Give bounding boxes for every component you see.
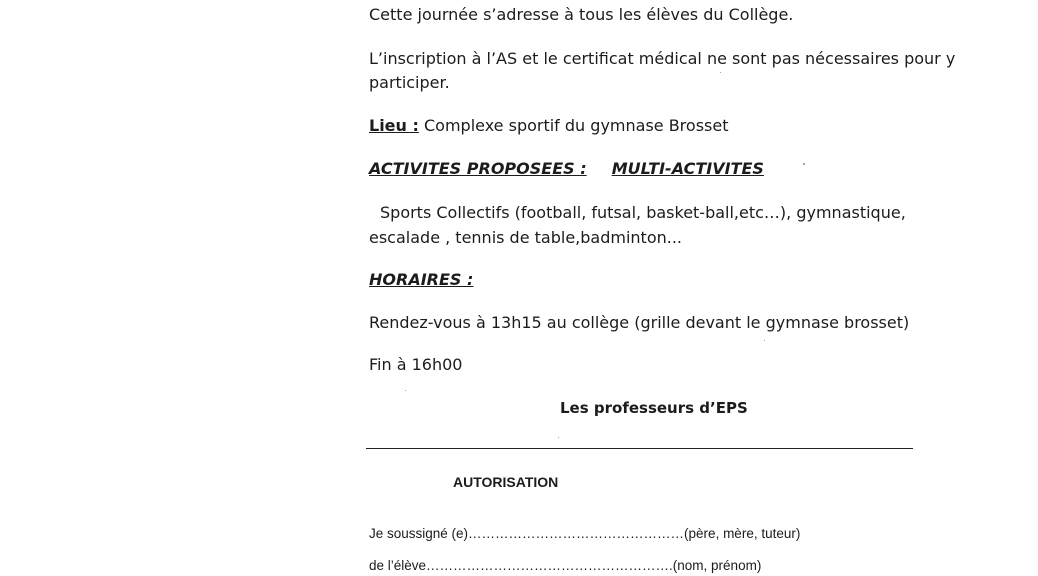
separator-rule	[366, 448, 913, 449]
horaires-label: HORAIRES :	[369, 270, 474, 289]
lieu-label: Lieu :	[369, 116, 419, 135]
activites-line-2: escalade , tennis de table,badminton...	[369, 228, 682, 247]
autorisation-line-1: Je soussigné (e)…………………………………………(père, mère, tuteur)	[369, 526, 801, 541]
scan-speck	[405, 390, 406, 391]
activites-line-1: Sports Collectifs (football, futsal, basket-ball,etc…), gymnastique,	[380, 203, 906, 222]
autorisation-line-2: de l’élève……………………………………………….(nom, prénom)	[369, 558, 762, 573]
scan-speck	[558, 437, 559, 438]
horaires-fin: Fin à 16h00	[369, 355, 463, 374]
autorisation-title: AUTORISATION	[453, 474, 559, 490]
intro-line-2a: L’inscription à l’AS et le certificat médical ne sont pas nécessaires pour y	[369, 49, 956, 68]
scan-speck	[803, 163, 805, 165]
activites-heading	[369, 159, 764, 178]
scan-speck	[720, 72, 721, 73]
intro-line-2b: participer.	[369, 73, 450, 92]
activites-value: MULTI-ACTIVITES	[611, 159, 764, 178]
signature: Les professeurs d’EPS	[560, 399, 748, 417]
scan-speck	[764, 340, 765, 341]
lieu-value: Complexe sportif du gymnase Brosset	[423, 116, 729, 135]
activites-label: ACTIVITES PROPOSEES :	[369, 159, 587, 178]
intro-line-1: Cette journée s’adresse à tous les élèves du Collège.	[369, 5, 794, 24]
lieu-line	[369, 116, 728, 135]
horaires-rdv: Rendez-vous à 13h15 au collège (grille devant le gymnase brosset)	[369, 313, 910, 332]
